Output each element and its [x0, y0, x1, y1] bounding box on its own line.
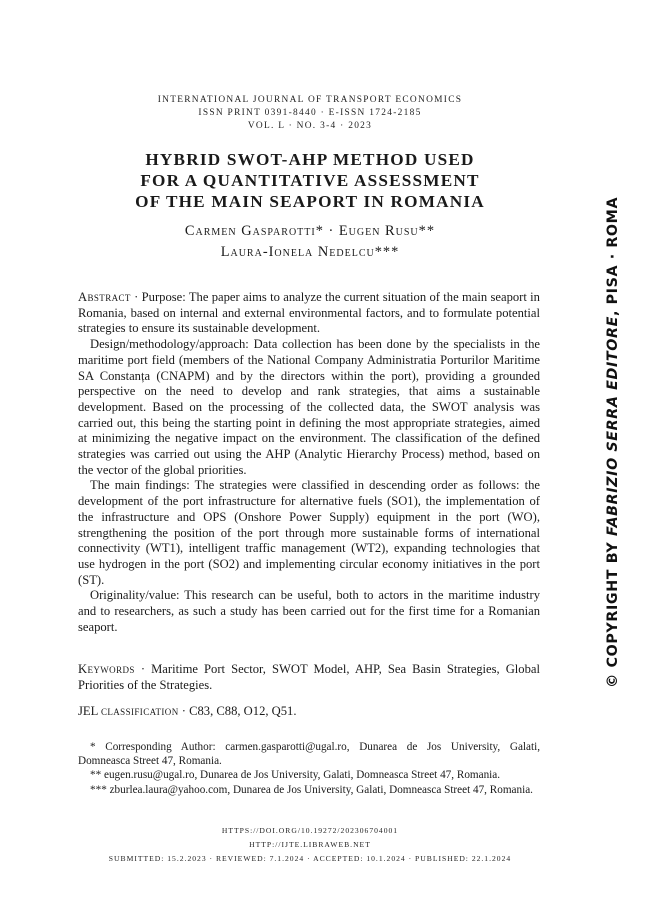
footnotes — [78, 740, 540, 797]
article-title-line-1: HYBRID SWOT-AHP METHOD USED — [145, 150, 475, 169]
authors-line-2: Laura-Ionela Nedelcu*** — [220, 244, 400, 260]
abstract-label: Abstract — [78, 290, 131, 304]
jel-label-suffix: classification — [100, 704, 179, 718]
copyright-publisher: FABRIZIO SERRA EDITORE — [605, 316, 621, 537]
abstract-originality: Originality/value: This research can be useful, both to actors in the maritime industry and to researchers, as such a study has been carried out for the first time for a Romanian seaport. — [78, 588, 540, 634]
footer-doi[interactable]: HTTPS://DOI.ORG/10.19272/202306704001 — [221, 826, 399, 835]
footnote-1: * Corresponding Author: carmen.gasparotti@ugal.ro, Dunarea de Jos University, Galati, Domneasca Street 47, Romania. — [78, 741, 540, 768]
authors-line-1: Carmen Gasparotti* · Eugen Rusu** — [184, 223, 436, 239]
journal-name: INTERNATIONAL JOURNAL OF TRANSPORT ECONOMICS — [157, 95, 463, 105]
keywords-label: Keywords — [78, 662, 135, 676]
jel-text: · C83, C88, O12, Q51. — [181, 704, 297, 718]
keywords-text: · Maritime Port Sector, SWOT Model, AHP, Sea Basin Strategies, Global Priorities of the Strategies. — [78, 662, 540, 692]
abstract-design: Design/methodology/approach: Data collection has been done by the specialists in the maritime port field (members of the National Company Administratia Porturilor Maritime SA Constanța (CNAPM) and by the directors within the port), providing a grounded perspective on the need to develop and rank strategies, that aims a sustainable development. Based on the processing of the collected data, the SWOT analysis was carried out, this being the starting point in defining the most appropriate strategies, aimed at minimizing the negative impact on the environment. The classification of the defined strategies was carried out using the AHP (Analytic Hierarchy Process) method, based on the vector of the global priorities. — [78, 337, 540, 477]
footnote-3: *** zburlea.laura@yahoo.com, Dunarea de Jos University, Galati, Domneasca Street 47, Romania. — [90, 783, 533, 796]
abstract-purpose — [78, 290, 540, 337]
copyright-prefix: © COPYRIGHT BY — [605, 536, 621, 688]
abstract-findings: The main findings: The strategies were classified in descending order as follows: the development of the port infrastructure for alternative fuels (SO1), the implementation of the infrastructure and OPS (Onshore Power Supply) equipment in the port (WO), strengthening the position of the port through more sustainable forms of international connectivity (WT1), intelligent traffic management (WT2), expanding technologies that use hydrogen in the port (SO2) and implementing circular economy initiatives in the port (ST). — [78, 478, 540, 587]
copyright-suffix: , PISA · ROMA — [605, 196, 621, 317]
jel-classification — [78, 704, 540, 720]
footnote-2: ** eugen.rusu@ugal.ro, Dunarea de Jos University, Galati, Domneasca Street 47, Romania. — [90, 769, 501, 782]
abstract-purpose-text: · Purpose: The paper aims to analyze the current situation of the main seaport in Romania, based on internal and external environmental factors, and to formulate potential strategies to ensure its sustainable development. — [78, 290, 540, 336]
journal-issn: ISSN PRINT 0391-8440 · E-ISSN 1724-2185 — [198, 108, 422, 118]
footer-dates: SUBMITTED: 15.2.2023 · REVIEWED: 7.1.2024 · ACCEPTED: 10.1.2024 · PUBLISHED: 22.1.2024 — [108, 854, 512, 863]
abstract — [78, 290, 540, 635]
keywords — [78, 662, 540, 693]
copyright-notice — [605, 196, 621, 688]
footer-url[interactable]: HTTP://IJTE.LIBRAWEB.NET — [249, 840, 371, 849]
article-title-line-3: OF THE MAIN SEAPORT IN ROMANIA — [135, 192, 485, 211]
jel-label-prefix: JEL — [78, 704, 98, 718]
article-title-line-2: FOR A QUANTITATIVE ASSESSMENT — [140, 171, 480, 190]
journal-volume: VOL. L · NO. 3-4 · 2023 — [247, 121, 373, 131]
